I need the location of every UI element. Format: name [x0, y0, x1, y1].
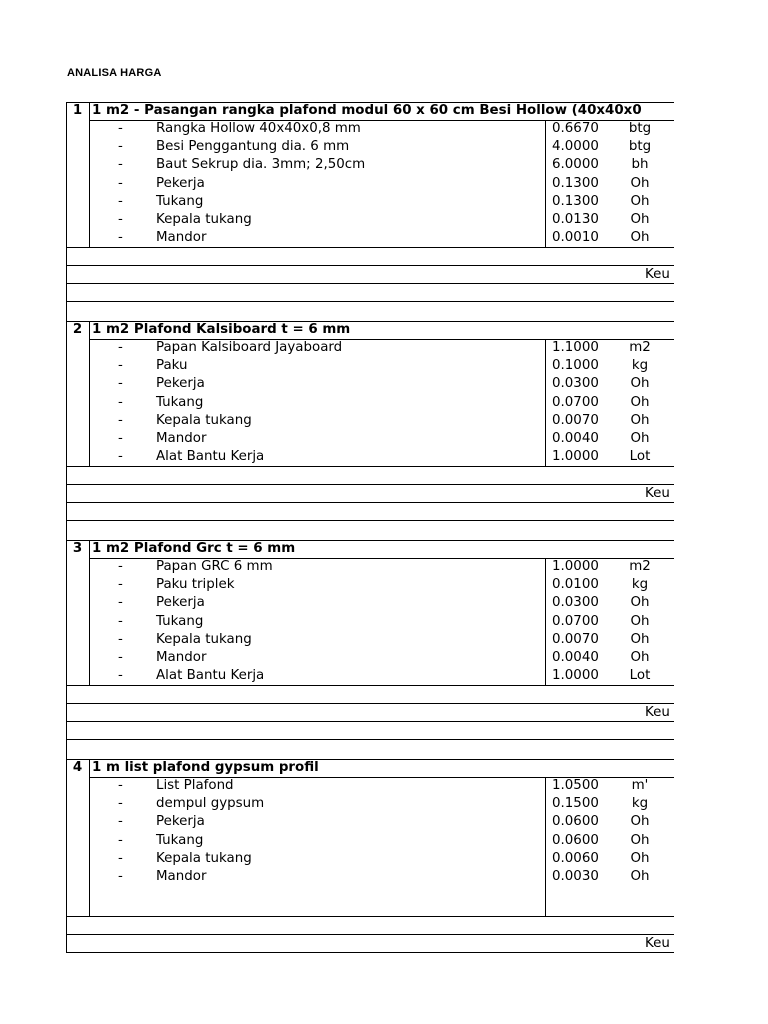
item-quantity: 0.1500	[552, 796, 599, 812]
item-dash: -	[118, 230, 123, 246]
item-unit: m2	[629, 340, 651, 355]
summary-label: Keu	[645, 935, 670, 951]
item-quantity: 1.1000	[552, 340, 599, 355]
item-name: Alat Bantu Kerja	[156, 449, 265, 465]
item-unit: Oh	[630, 650, 650, 665]
item-dash: -	[118, 212, 123, 227]
item-name: Tukang	[156, 394, 204, 410]
item-name: Mandor	[156, 431, 207, 446]
spacer-row-border	[66, 301, 674, 302]
item-dash: -	[118, 157, 123, 173]
quantity-column-border	[545, 339, 546, 466]
item-unit: kg	[631, 577, 649, 593]
item-quantity: 1.0500	[552, 778, 599, 793]
item-unit: kg	[631, 796, 649, 812]
item-unit: Oh	[630, 412, 650, 428]
summary-row-border	[66, 934, 674, 935]
item-dash: -	[118, 431, 123, 446]
item-unit: Oh	[630, 394, 650, 410]
item-dash: -	[118, 668, 123, 684]
quantity-column-border	[545, 120, 546, 247]
item-quantity: 0.6670	[552, 121, 599, 136]
item-quantity: 0.0010	[552, 230, 599, 246]
item-unit: kg	[631, 358, 649, 374]
left-border	[66, 540, 67, 721]
left-border	[66, 759, 67, 952]
item-quantity: 0.0030	[552, 869, 599, 884]
section-heading: 1 m list plafond gypsum profil	[92, 759, 319, 775]
item-dash: -	[118, 394, 123, 410]
item-unit: btg	[628, 139, 652, 155]
summary-row-border	[66, 265, 674, 266]
item-dash: -	[118, 796, 123, 812]
number-column-border	[89, 102, 90, 247]
item-quantity: 0.1300	[552, 175, 599, 191]
item-dash: -	[118, 175, 123, 191]
item-name: Papan Kalsiboard Jayaboard	[156, 340, 343, 355]
item-dash: -	[118, 358, 123, 374]
item-dash: -	[118, 832, 123, 848]
item-name: Tukang	[156, 193, 204, 209]
item-quantity: 0.0700	[552, 394, 599, 410]
summary-bottom-border	[66, 721, 674, 722]
item-name: Paku triplek	[156, 577, 235, 593]
item-unit: m2	[629, 559, 651, 574]
items-bottom-border	[66, 916, 674, 917]
item-unit: Lot	[629, 668, 651, 684]
item-name: Pekerja	[156, 175, 205, 191]
summary-label: Keu	[645, 704, 670, 720]
summary-bottom-border	[66, 952, 674, 953]
item-name: Tukang	[156, 832, 204, 848]
item-dash: -	[118, 631, 123, 647]
item-dash: -	[118, 559, 123, 574]
item-name: Pekerja	[156, 376, 205, 392]
items-bottom-border	[66, 466, 674, 467]
item-name: Besi Penggantung dia. 6 mm	[156, 139, 350, 155]
item-dash: -	[118, 340, 123, 355]
item-dash: -	[118, 449, 123, 465]
item-unit: Oh	[630, 595, 650, 611]
item-name: Mandor	[156, 869, 207, 884]
item-quantity: 1.0000	[552, 559, 599, 574]
item-quantity: 1.0000	[552, 449, 599, 465]
item-quantity: 0.0070	[552, 631, 599, 647]
summary-row-border	[66, 703, 674, 704]
item-name: Kepala tukang	[156, 212, 252, 227]
item-dash: -	[118, 121, 123, 136]
item-quantity: 0.1300	[552, 193, 599, 209]
item-quantity: 0.0130	[552, 212, 599, 227]
summary-row-border	[66, 484, 674, 485]
item-unit: Oh	[630, 631, 650, 647]
section-heading: 1 m2 Plafond Kalsiboard t = 6 mm	[92, 321, 351, 337]
summary-label: Keu	[645, 266, 670, 282]
item-unit: Oh	[630, 376, 650, 392]
item-quantity: 0.0300	[552, 376, 599, 392]
summary-bottom-border	[66, 283, 674, 284]
item-quantity: 4.0000	[552, 139, 599, 155]
item-name: Tukang	[156, 613, 204, 629]
summary-label: Keu	[645, 485, 670, 501]
quantity-column-border	[545, 777, 546, 916]
item-unit: Oh	[630, 613, 650, 629]
item-dash: -	[118, 193, 123, 209]
item-dash: -	[118, 869, 123, 884]
item-name: Rangka Hollow 40x40x0,8 mm	[156, 121, 361, 136]
item-unit: Oh	[630, 175, 650, 191]
item-unit: Oh	[630, 193, 650, 209]
item-name: Kepala tukang	[156, 412, 252, 428]
item-name: Baut Sekrup dia. 3mm; 2,50cm	[156, 157, 366, 173]
item-dash: -	[118, 595, 123, 611]
item-quantity: 0.0100	[552, 577, 599, 593]
spacer-row-border	[66, 520, 674, 521]
spacer-row-border	[66, 739, 674, 740]
item-dash: -	[118, 814, 123, 830]
item-name: Alat Bantu Kerja	[156, 668, 265, 684]
item-unit: Oh	[630, 869, 650, 884]
items-bottom-border	[66, 685, 674, 686]
item-dash: -	[118, 613, 123, 629]
item-name: Pekerja	[156, 814, 205, 830]
item-unit: Oh	[630, 814, 650, 830]
item-name: Pekerja	[156, 595, 205, 611]
item-dash: -	[118, 650, 123, 665]
item-quantity: 0.1000	[552, 358, 599, 374]
item-quantity: 0.0070	[552, 412, 599, 428]
item-quantity: 0.0600	[552, 832, 599, 848]
item-quantity: 0.0700	[552, 613, 599, 629]
item-name: Mandor	[156, 230, 207, 246]
item-name: Kepala tukang	[156, 631, 252, 647]
section-heading: 1 m2 - Pasangan rangka plafond modul 60 x 60 cm Besi Hollow (40x40x0	[92, 102, 642, 118]
number-column-border	[89, 759, 90, 916]
section-number: 1	[72, 102, 83, 118]
item-quantity: 0.0600	[552, 814, 599, 830]
item-name: Kepala tukang	[156, 850, 252, 866]
item-dash: -	[118, 577, 123, 593]
item-name: Paku	[156, 358, 188, 374]
item-unit: Oh	[630, 431, 650, 446]
document-title: ANALISA HARGA	[67, 67, 162, 79]
item-unit: Oh	[630, 832, 650, 848]
item-unit: bh	[631, 157, 649, 173]
item-quantity: 0.0060	[552, 850, 599, 866]
item-quantity: 0.0040	[552, 650, 599, 665]
item-dash: -	[118, 850, 123, 866]
number-column-border	[89, 321, 90, 466]
section-number: 4	[72, 759, 83, 775]
item-unit: Oh	[630, 230, 650, 246]
section-number: 3	[72, 540, 83, 556]
item-unit: Oh	[630, 850, 650, 866]
item-dash: -	[118, 778, 123, 793]
quantity-column-border	[545, 558, 546, 685]
section-heading: 1 m2 Plafond Grc t = 6 mm	[92, 540, 296, 556]
item-dash: -	[118, 412, 123, 428]
number-column-border	[89, 540, 90, 685]
item-name: List Plafond	[156, 778, 234, 793]
item-name: Papan GRC 6 mm	[156, 559, 273, 574]
summary-bottom-border	[66, 502, 674, 503]
item-dash: -	[118, 376, 123, 392]
items-bottom-border	[66, 247, 674, 248]
item-quantity: 0.0300	[552, 595, 599, 611]
left-border	[66, 102, 67, 283]
item-unit: m'	[631, 778, 649, 793]
item-unit: btg	[628, 121, 652, 136]
item-unit: Oh	[630, 212, 650, 227]
item-dash: -	[118, 139, 123, 155]
item-name: dempul gypsum	[156, 796, 265, 812]
item-quantity: 6.0000	[552, 157, 599, 173]
item-quantity: 1.0000	[552, 668, 599, 684]
item-unit: Lot	[629, 449, 651, 465]
section-number: 2	[72, 321, 83, 337]
item-quantity: 0.0040	[552, 431, 599, 446]
left-border	[66, 321, 67, 502]
item-name: Mandor	[156, 650, 207, 665]
